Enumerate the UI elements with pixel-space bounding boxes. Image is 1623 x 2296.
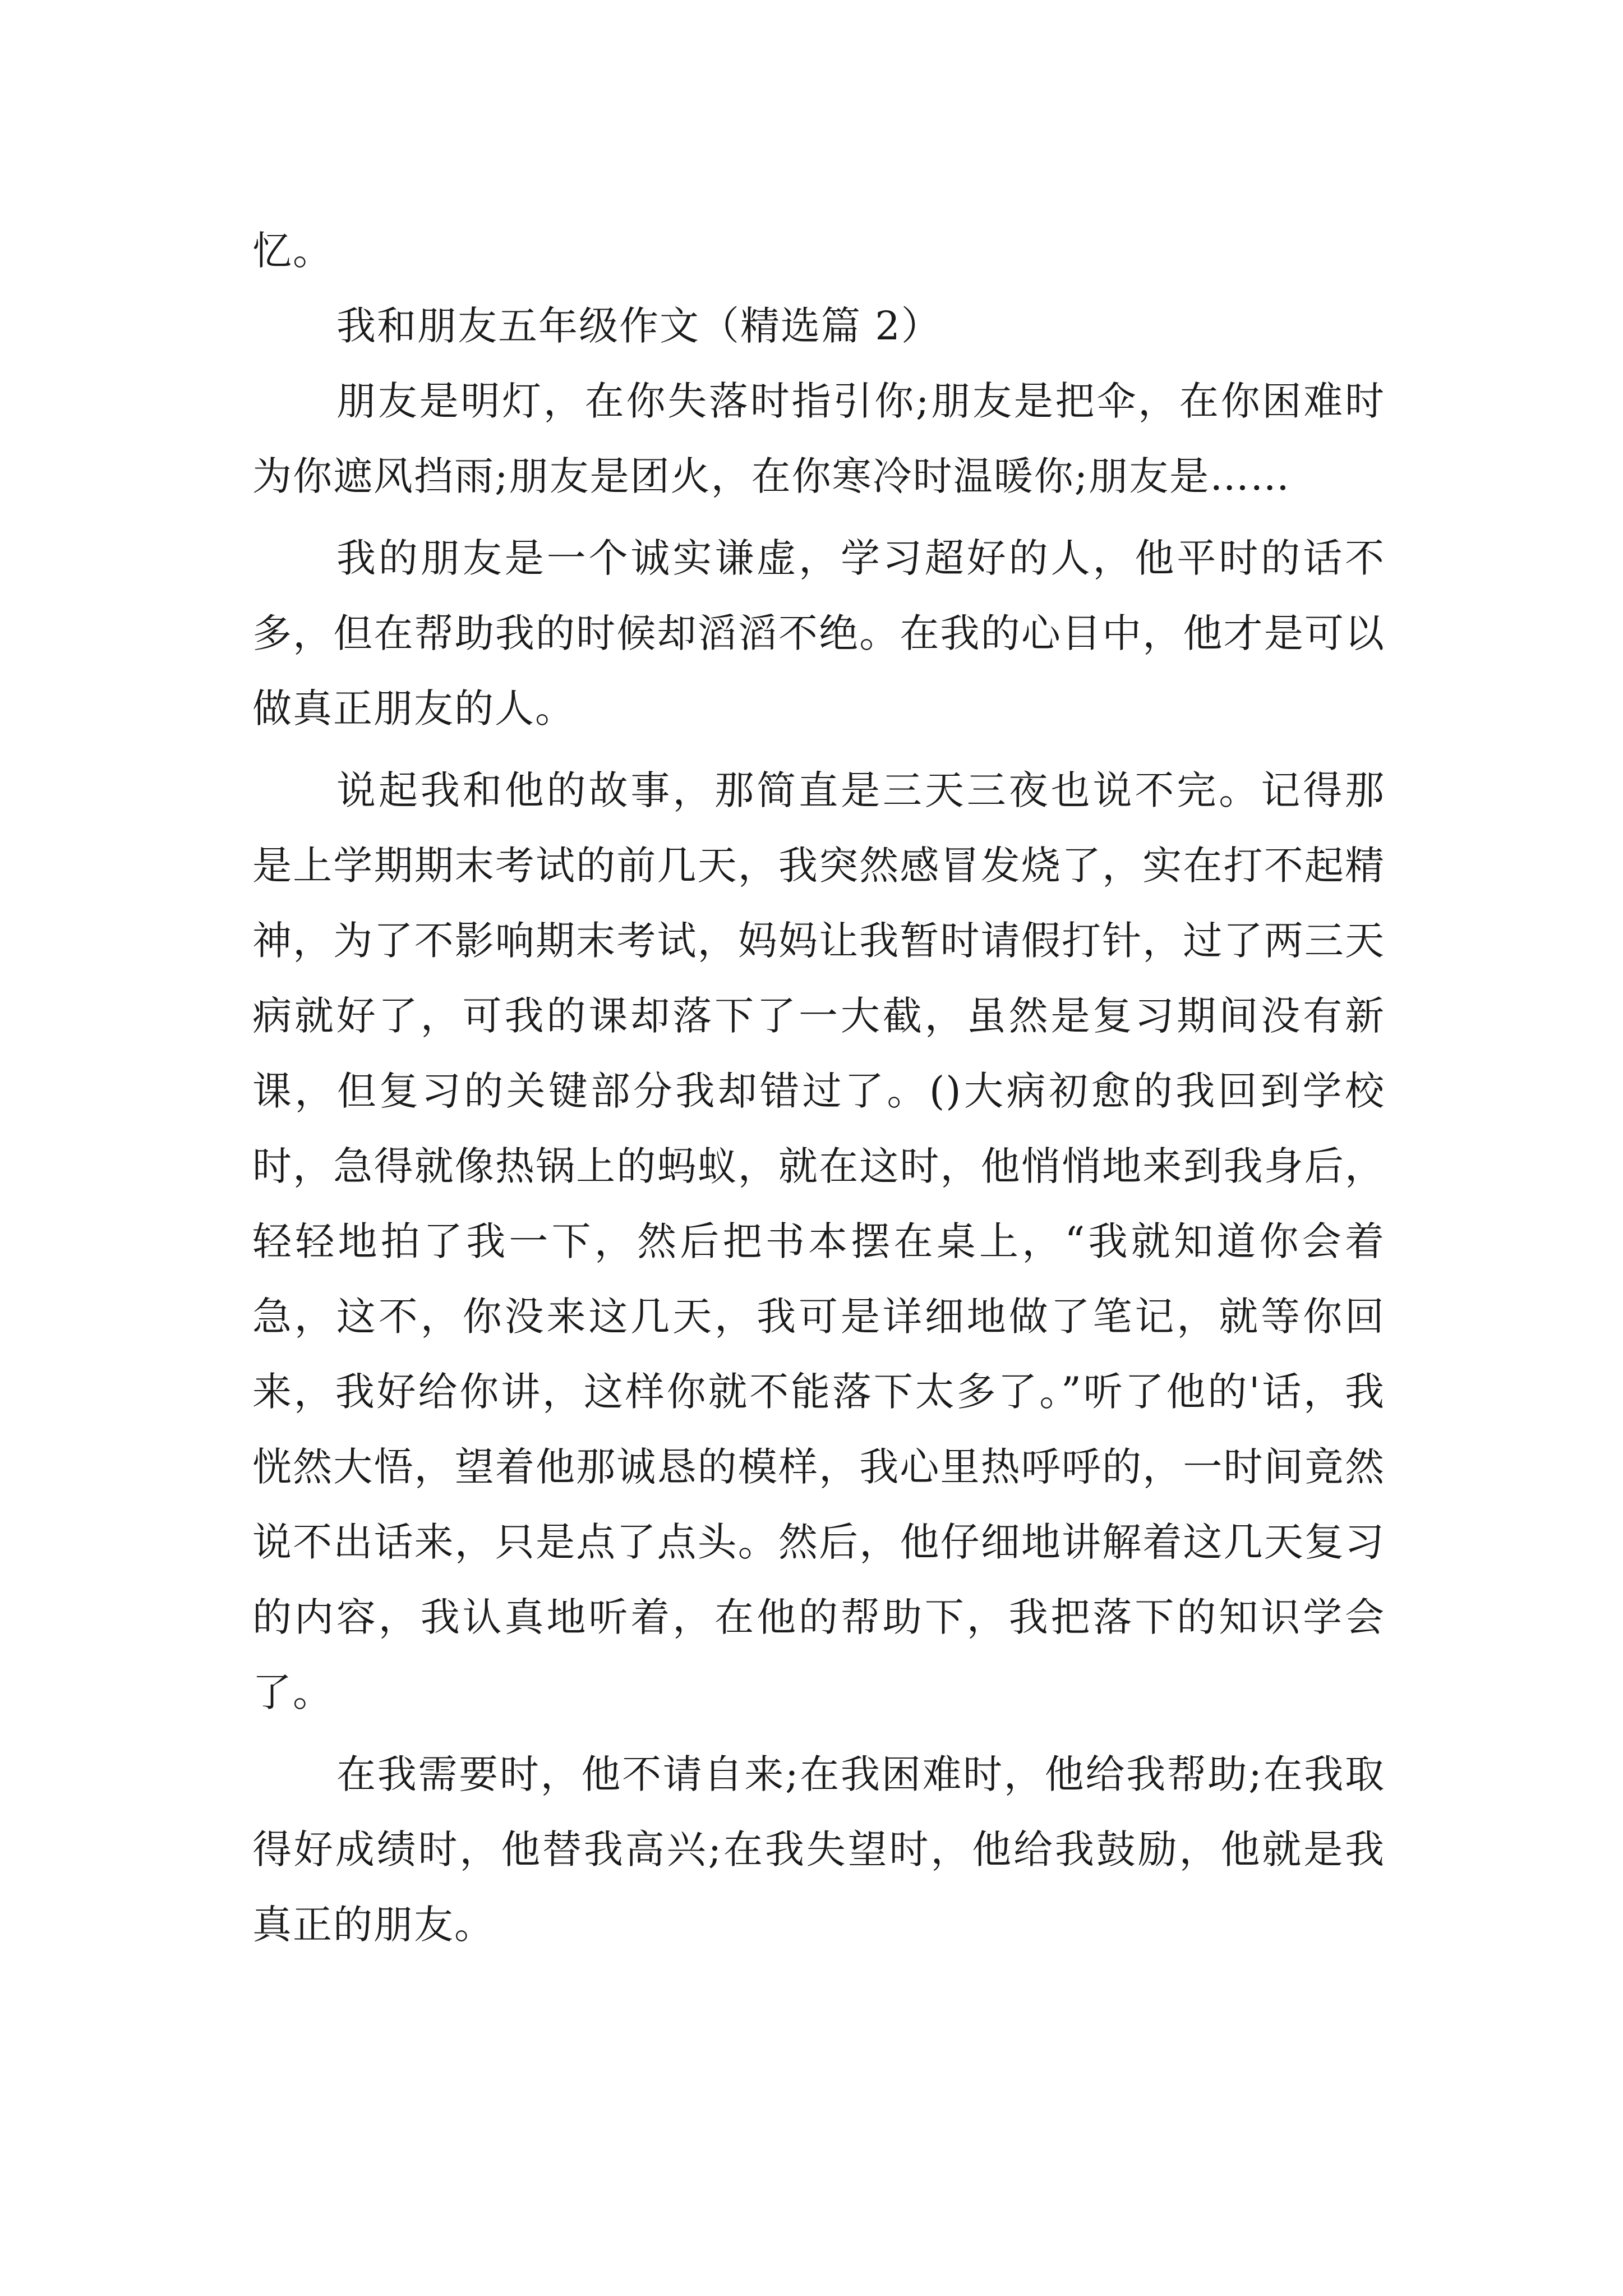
paragraph-2: 我的朋友是一个诚实谦虚，学习超好的人，他平时的话不多，但在帮助我的时候却滔滔不绝。在我的心目中，他才是可以做真正朋友的人。	[252, 535, 1385, 731]
paragraph-3: 说起我和他的故事，那简直是三天三夜也说不完。记得那是上学期期末考试的前几天，我突然感冒发烧了，实在打不起精神，为了不影响期末考试，妈妈让我暂时请假打针，过了两三天病就好了，可我的课却落下了一大截，虽然是复习期间没有新课，但复习的关键部分我却错过了。()大病初愈的我回到学校时，急得就像热锅上的蚂蚁，就在这时，他悄悄地来到我身后，轻轻地拍了我一下，然后把书本摆在桌上，“我就知道你会着急，这不，你没来这几天，我可是详细地做了笔记，就等你回来，我好给你讲，这样你就不能落下太多了。”听了他的'话，我恍然大悟，望着他那诚恳的模样，我心里热呼呼的，一时间竟然说不出话来，只是点了点头。然后，他仔细地讲解着这几天复习的内容，我认真地听着，在他的帮助下，我把落下的知识学会了。	[252, 767, 1385, 1715]
document-page	[252, 213, 1385, 1962]
continuation-text: 忆。	[252, 228, 333, 274]
paragraph-4: 在我需要时，他不请自来;在我困难时，他给我帮助;在我取得好成绩时，他替我高兴;在我失望时，他给我鼓励，他就是我真正的朋友。	[252, 1751, 1385, 1948]
essay-heading: 我和朋友五年级作文（精选篇 2）	[336, 303, 942, 349]
paragraph-1: 朋友是明灯，在你失落时指引你;朋友是把伞，在你困难时为你遮风挡雨;朋友是团火，在你寒冷时温暖你;朋友是……	[252, 378, 1385, 499]
